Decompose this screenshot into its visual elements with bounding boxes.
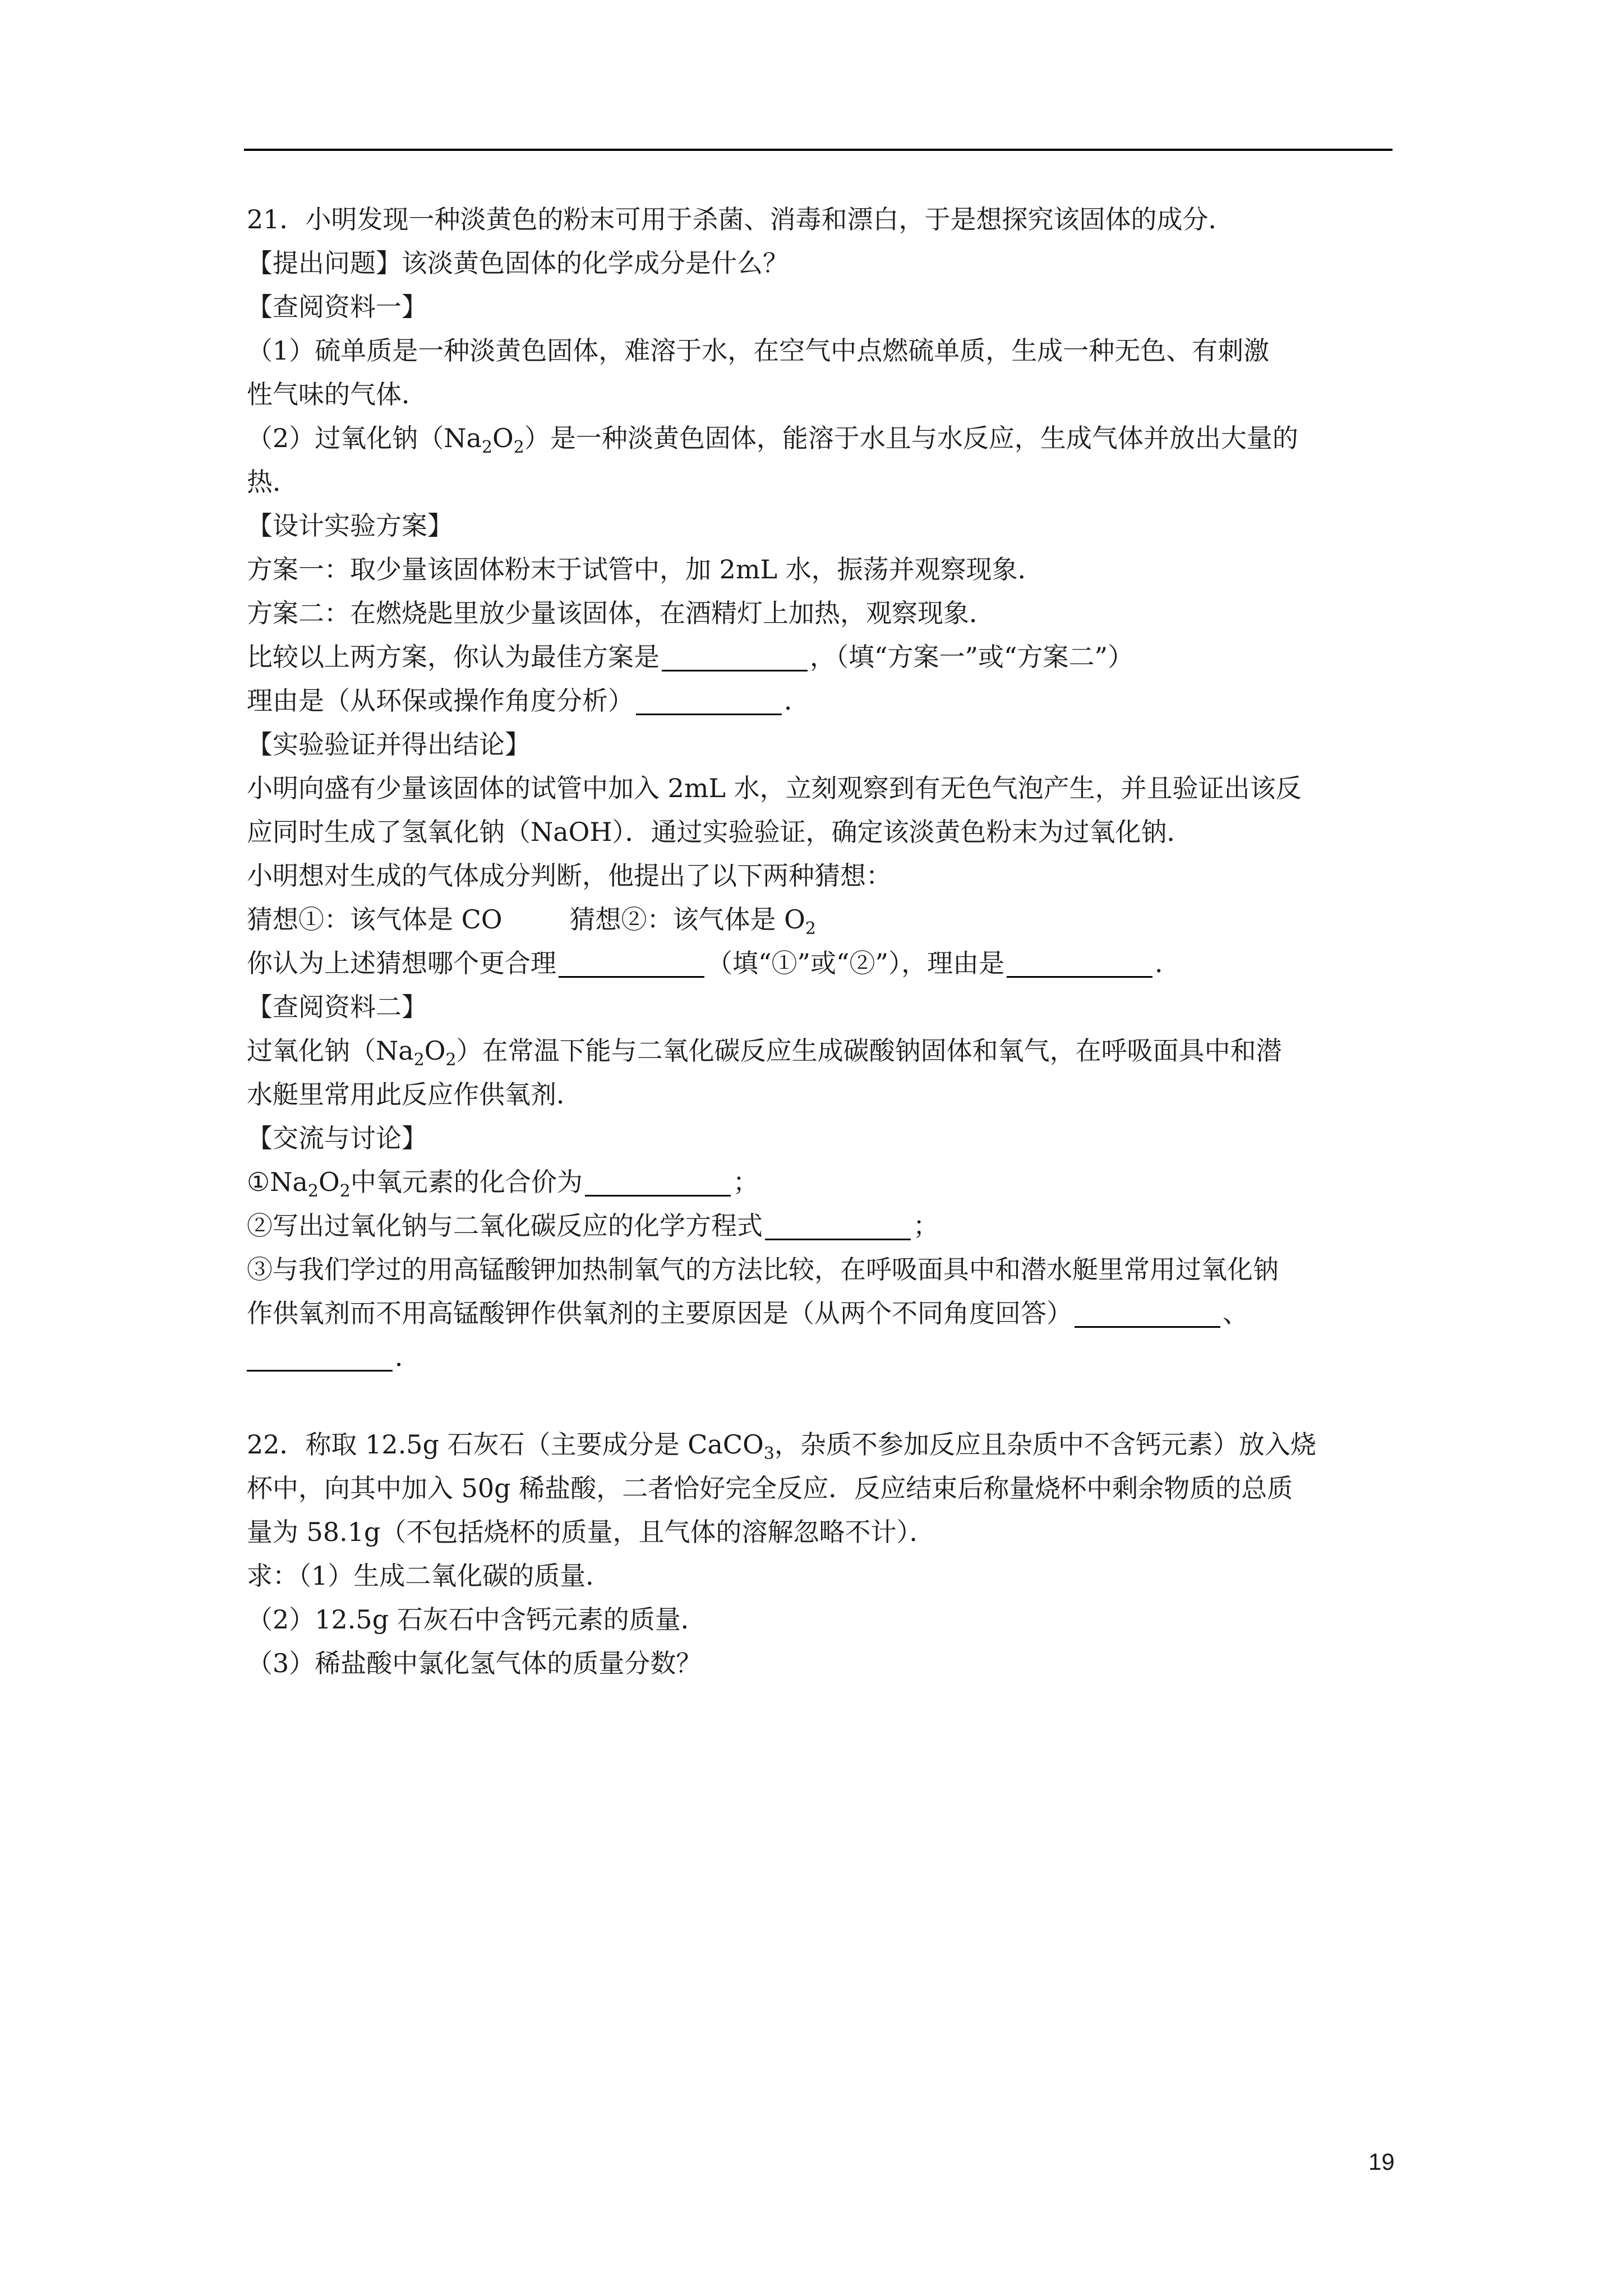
text-fragment: 中氧元素的化合价为 <box>350 1167 583 1197</box>
q22-ask2: （2）12.5g 石灰石中含钙元素的质量． <box>247 1604 707 1635</box>
subscript: 2 <box>445 1050 457 1070</box>
subscript: 2 <box>307 1181 319 1201</box>
q22-ask3: （3）稀盐酸中氯化氢气体的质量分数？ <box>247 1648 702 1678</box>
text-fragment: ②写出过氧化钠与二氧化碳反应的化学方程式 <box>247 1211 763 1241</box>
info2-line2: 水艇里常用此反应作供氧剂． <box>247 1079 582 1110</box>
page-number: 19 <box>1368 2148 1395 2175</box>
best-plan-line <box>247 635 1394 679</box>
info1-item2-line1 <box>247 416 1394 460</box>
text-fragment: ； <box>732 1167 759 1197</box>
q22-stem-line3: 量为 58.1g（不包括烧杯的质量，且气体的溶解忽略不计）． <box>247 1517 935 1547</box>
discuss-item3-line1: ③与我们学过的用高锰酸钾加热制氧气的方法比较，在呼吸面具中和潜水艇里常用过氧化钠 <box>247 1254 1279 1285</box>
answer-blank[interactable] <box>585 1166 731 1197</box>
plan-two: 方案二：在燃烧匙里放少量该固体，在酒精灯上加热，观察现象． <box>247 598 995 628</box>
guess-intro: 小明想对生成的气体成分判断，他提出了以下两种猜想： <box>247 861 892 891</box>
subscript: 2 <box>481 438 493 457</box>
document-body <box>247 197 1394 1685</box>
guess-two: 猜想②：该气体是 O <box>569 904 805 935</box>
text-fragment: （2）过氧化钠（Na <box>247 423 482 453</box>
q22-stem-line2: 杯中，向其中加入 50g 稀盐酸，二者恰好完全反应．反应结束后称量烧杯中剩余物质的总质 <box>247 1473 1293 1503</box>
verify-line2: 应同时生成了氢氧化钠（NaOH）．通过实验验证，确定该淡黄色粉末为过氧化钠． <box>247 817 1193 847</box>
text-fragment: ）是一种淡黄色固体，能溶于水且与水反应，生成气体并放出大量的 <box>524 423 1298 453</box>
answer-blank[interactable] <box>636 684 782 715</box>
answer-blank[interactable] <box>247 1341 393 1372</box>
answer-blank[interactable] <box>1075 1297 1220 1328</box>
text-fragment: ，杂质不参加反应且杂质中不含钙元素）放入烧 <box>774 1429 1316 1460</box>
info2-line1 <box>247 1029 1394 1073</box>
q21-heading-discuss: 【交流与讨论】 <box>247 1123 427 1153</box>
text-fragment: 理由是（从环保或操作角度分析） <box>247 685 634 716</box>
info1-item1-line1: （1）硫单质是一种淡黄色固体，难溶于水，在空气中点燃硫单质，生成一种无色、有刺激 <box>247 335 1270 366</box>
q21-heading-info1: 【查阅资料一】 <box>247 292 427 322</box>
discuss-item3-line3 <box>247 1335 1394 1379</box>
text-fragment: O <box>319 1167 340 1197</box>
text-fragment: ． <box>395 1342 421 1372</box>
q21-heading-question: 【提出问题】该淡黄色固体的化学成分是什么？ <box>247 248 789 278</box>
q21-heading-design: 【设计实验方案】 <box>247 510 453 541</box>
text-fragment: O <box>424 1036 446 1066</box>
text-fragment: 、 <box>1223 1298 1248 1328</box>
answer-blank[interactable] <box>559 947 704 978</box>
verify-line1: 小明向盛有少量该固体的试管中加入 2mL 水，立刻观察到有无色气泡产生，并且验证出该反 <box>247 773 1302 803</box>
text-fragment: 比较以上两方案，你认为最佳方案是 <box>247 642 660 672</box>
text-fragment: 你认为上述猜想哪个更合理 <box>247 948 556 978</box>
guesses-line <box>247 898 1394 941</box>
which-guess-line <box>247 941 1394 985</box>
subscript: 2 <box>339 1181 351 1201</box>
subscript: 2 <box>805 919 816 938</box>
header-rule <box>244 149 1393 151</box>
answer-blank[interactable] <box>765 1209 911 1240</box>
discuss-item3-line2 <box>247 1291 1394 1335</box>
answer-blank[interactable] <box>1007 947 1152 978</box>
plan-one: 方案一：取少量该固体粉末于试管中，加 2mL 水，振荡并观察现象． <box>247 554 1044 585</box>
discuss-item2 <box>247 1204 1394 1248</box>
reason-line <box>247 679 1394 723</box>
discuss-item1 <box>247 1160 1394 1204</box>
info1-item1-line2: 性气味的气体． <box>247 379 427 409</box>
guess-one: 猜想①：该气体是 CO <box>247 904 502 935</box>
text-fragment: O <box>492 423 514 453</box>
text-fragment: ． <box>784 685 810 716</box>
subscript: 3 <box>763 1444 774 1464</box>
text-fragment: ； <box>913 1211 939 1241</box>
q21-heading-verify: 【实验验证并得出结论】 <box>247 729 531 760</box>
q22-stem-line1 <box>247 1423 1394 1466</box>
text-fragment: ． <box>1155 948 1181 978</box>
text-fragment: ，（填“方案一”或“方案二”） <box>810 642 1134 672</box>
text-fragment: （填“①”或“②”），理由是 <box>707 948 1005 978</box>
subscript: 2 <box>513 438 524 457</box>
q21-heading-info2: 【查阅资料二】 <box>247 992 427 1022</box>
text-fragment: 作供氧剂而不用高锰酸钾作供氧剂的主要原因是（从两个不同角度回答） <box>247 1298 1072 1328</box>
q21-stem: 21．小明发现一种淡黄色的粉末可用于杀菌、消毒和漂白，于是想探究该固体的成分． <box>247 204 1234 234</box>
answer-blank[interactable] <box>662 641 808 671</box>
info1-item2-line2: 热． <box>247 467 298 497</box>
subscript: 2 <box>413 1050 425 1070</box>
q22-ask1: 求：（1）生成二氧化碳的质量． <box>247 1561 612 1591</box>
text-fragment: ①Na <box>247 1167 308 1197</box>
text-fragment: ）在常温下能与二氧化碳反应生成碳酸钠固体和氧气，在呼吸面具中和潜 <box>456 1036 1282 1066</box>
text-fragment: 22．称取 12.5g 石灰石（主要成分是 CaCO <box>247 1429 764 1460</box>
text-fragment: 过氧化钠（Na <box>247 1036 414 1066</box>
